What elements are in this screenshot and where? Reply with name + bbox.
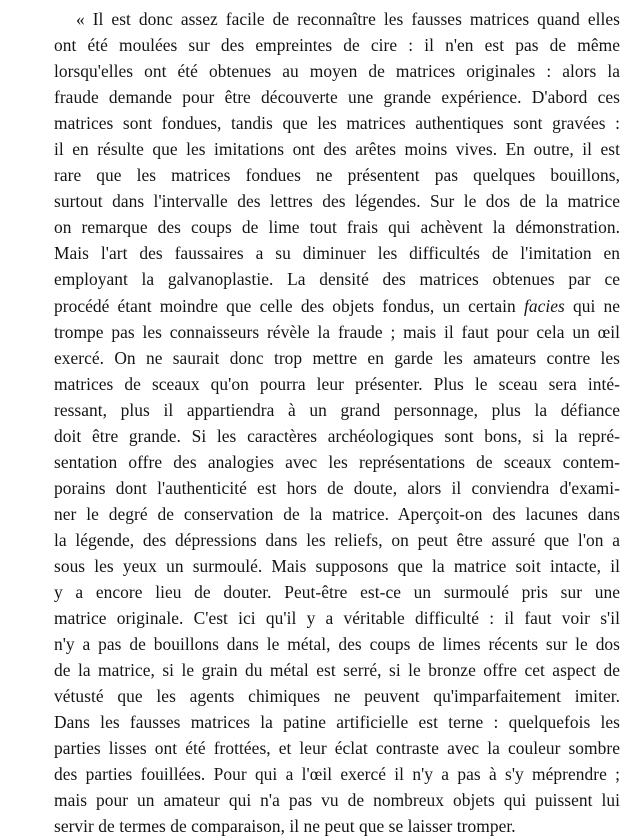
text-line	[54, 293, 620, 319]
text-line: la légende, des dépressions dans les reliefs, on peut être assuré que l'on a	[54, 529, 620, 550]
text-line: « Il est donc assez facile de reconnaître les fausses matrices quand elles	[76, 9, 620, 29]
text-line: il en résulte que les imitations ont des arêtes moins vives. En outre, il est	[54, 139, 620, 160]
text-line: doit être grande. Si les caractères archéologiques sont bons, si la repré-	[54, 425, 620, 446]
text-line: exercé. On ne saurait donc trop mettre en garde les amateurs contre les	[54, 347, 620, 368]
text-line: trompe pas les connaisseurs révèle la fraude ; mais il faut pour cela un œil	[54, 321, 620, 342]
text-line: mais pour un amateur qui n'a pas vu de nombreux objets qui puissent lui	[54, 790, 620, 811]
text-line: y a encore lieu de douter. Peut-être est-ce un surmoulé pris sur une	[54, 582, 620, 603]
text-line: fraude demande pour être découverte une grande expérience. D'abord ces	[54, 87, 620, 108]
text-line: servir de termes de comparaison, il ne peut que se laisser tromper.	[54, 816, 516, 837]
text-line: employant la galvanoplastie. La densité des matrices obtenues par ce	[54, 269, 620, 290]
italic-word: facies	[523, 295, 565, 316]
text-line: parties lisses ont été frottées, et leur éclat contraste avec la couleur sombre	[54, 738, 620, 759]
text-line: matrices de sceaux qu'on pourra leur présenter. Plus le sceau sera inté-	[54, 373, 620, 394]
text-line: on remarque des coups de lime tout frais qui achèvent la démonstration.	[54, 217, 620, 238]
text-line: matrices sont fondues, tandis que les matrices authentiques sont gravées :	[54, 113, 620, 134]
text-line: ner le degré de conservation de la matrice. Aperçoit-on des lacunes dans	[54, 503, 620, 524]
text-line: ressant, plus il appartiendra à un grand personnage, plus la défiance	[54, 399, 620, 420]
text-line: surtout dans l'intervalle des lettres des légendes. Sur le dos de la matrice	[54, 191, 620, 212]
text-line: lorsqu'elles ont été obtenues au moyen de matrices originales : alors la	[54, 61, 620, 82]
page-text	[54, 6, 620, 840]
text-line: sous les yeux un surmoulé. Mais supposons que la matrice soit intacte, il	[54, 555, 620, 576]
text-line: matrice originale. C'est ici qu'il y a véritable difficulté : il faut voir s'il	[54, 608, 620, 629]
text-line: de la matrice, si le grain du métal est serré, si le bronze offre cet aspect de	[54, 660, 620, 681]
text-line: rare que les matrices fondues ne présentent pas quelques bouillons,	[54, 165, 620, 186]
text-line: Dans les fausses matrices la patine artificielle est terne : quelquefois les	[54, 712, 620, 733]
text-line: porains dont l'authenticité est hors de doute, alors il conviendra d'exami-	[54, 477, 620, 498]
text-line: ont été moulées sur des empreintes de cire : il n'en est pas de même	[54, 35, 620, 56]
text-line: Mais l'art des faussaires a su diminuer les difficultés de l'imitation en	[54, 243, 620, 264]
text-line: des parties fouillées. Pour qui a l'œil exercé il n'y a pas à s'y méprendre ;	[54, 764, 620, 785]
text-line: sentation offre des analogies avec les représentations de sceaux contem-	[54, 451, 620, 472]
text-line: n'y a pas de bouillons dans le métal, des coups de limes récents sur le dos	[54, 634, 620, 655]
text-line: vétusté que les agents chimiques ne peuvent qu'imparfaitement imiter.	[54, 686, 620, 707]
text-line-content: procédé étant moindre que celle des objets fondus, un certain facies qui ne	[54, 295, 620, 316]
